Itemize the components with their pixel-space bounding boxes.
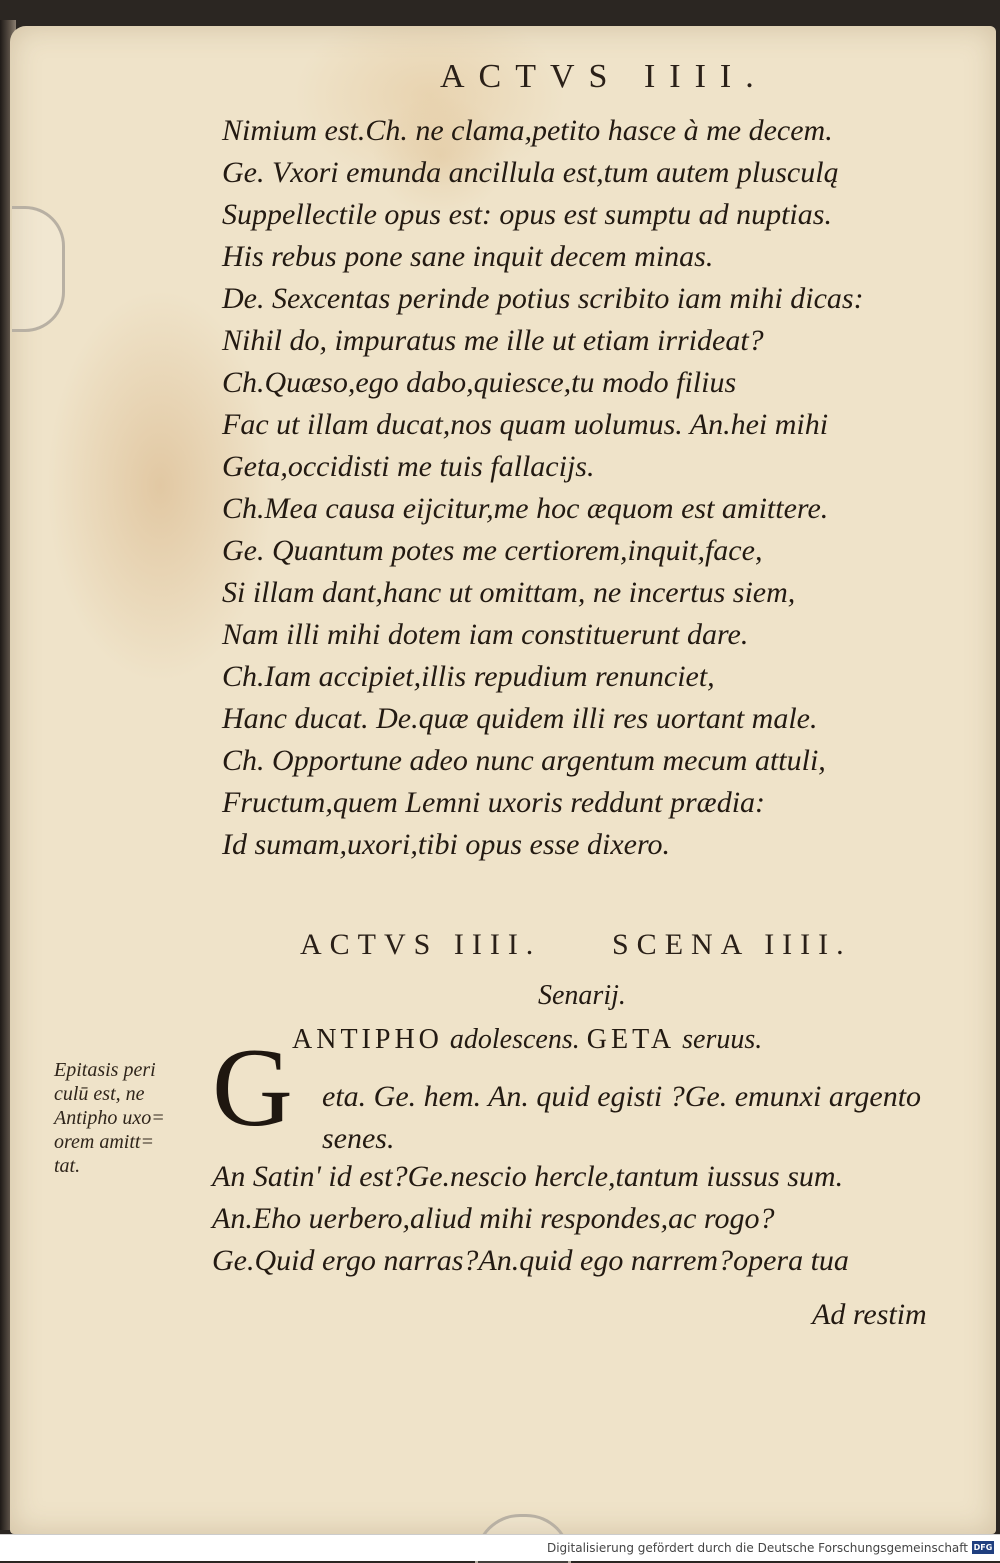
- funding-footer: [0, 1534, 1000, 1561]
- verse-line: eta. Ge. hem. An. quid egisti ?Ge. emunxi argento: [322, 1080, 922, 1113]
- verse-line: Si illam dant,hanc ut omittam, ne incertus siem,: [222, 576, 796, 609]
- verse-line: Ge.Quid ergo narras?An.quid ego narrem?opera tua: [212, 1244, 849, 1277]
- verse-line: Ch.Quæso,ego dabo,quiesce,tu modo filius: [222, 366, 737, 399]
- verse-line: Ch.Iam accipiet,illis repudium renunciet,: [222, 660, 715, 693]
- verse-line: Geta,occidisti me tuis fallacijs.: [222, 450, 595, 483]
- character-name: GETA: [586, 1024, 676, 1055]
- margin-note-line: orem amitt=: [54, 1131, 154, 1153]
- verse-block-1: [222, 110, 952, 866]
- dfg-logo-icon: DFG: [973, 1543, 993, 1552]
- verse-line: Ge. Vxori emunda ancillula est,tum autem plusculą: [222, 156, 839, 189]
- verse-line: An.Eho uerbero,aliud mihi respondes,ac rogo?: [212, 1202, 775, 1235]
- verse-line: His rebus pone sane inquit decem minas.: [222, 240, 714, 273]
- verse-line: Suppellectile opus est: opus est sumptu ad nuptias.: [222, 198, 832, 231]
- verse-block-2a: [322, 1076, 962, 1160]
- verse-line: Id sumam,uxori,tibi opus esse dixero.: [222, 828, 671, 861]
- verse-line: De. Sexcentas perinde potius scribito iam mihi dicas:: [222, 282, 864, 315]
- verse-block-2b: [212, 1156, 942, 1282]
- verse-line: Fructum,quem Lemni uxoris reddunt prædia:: [222, 786, 766, 819]
- scene-heading: [300, 928, 900, 962]
- character-role: seruus.: [682, 1024, 763, 1055]
- dramatis-personae: [292, 1024, 762, 1056]
- catchword: Ad restim: [812, 1298, 927, 1331]
- margin-note-line: tat.: [54, 1155, 81, 1177]
- verse-line: Ch. Opportune adeo nunc argentum mecum attuli,: [222, 744, 826, 777]
- verse-line: Nimium est.Ch. ne clama,petito hasce à me decem.: [222, 114, 833, 147]
- verse-line: Nam illi mihi dotem iam constituerunt dare.: [222, 618, 749, 651]
- running-head: ACTVS IIII.: [440, 58, 768, 95]
- margin-note-line: Epitasis peri: [54, 1059, 156, 1081]
- drop-cap: G: [212, 1026, 293, 1150]
- scene-label: SCENA IIII.: [612, 928, 852, 961]
- character-role: adolescens.: [449, 1024, 580, 1055]
- verse-line: senes.: [322, 1122, 395, 1155]
- verse-line: Ch.Mea causa eijcitur,me hoc æquom est amittere.: [222, 492, 829, 525]
- verse-line: An Satin' id est?Ge.nescio hercle,tantum iussus sum.: [212, 1160, 844, 1193]
- act-label: ACTVS IIII.: [300, 928, 542, 961]
- verse-line: Nihil do, impuratus me ille ut etiam irrideat?: [222, 324, 764, 357]
- verse-line: Hanc ducat. De.quæ quidem illi res uortant male.: [222, 702, 818, 735]
- margin-note: [54, 1058, 204, 1178]
- character-name: ANTIPHO: [292, 1024, 443, 1055]
- margin-note-line: Antipho uxo=: [54, 1107, 165, 1129]
- meter-label: Senarij.: [538, 980, 626, 1011]
- verse-line: Ge. Quantum potes me certiorem,inquit,face,: [222, 534, 763, 567]
- funding-text: Digitalisierung gefördert durch die Deutsche Forschungsgemeinschaft: [546, 1541, 968, 1555]
- verse-line: Fac ut illam ducat,nos quam uolumus. An.hei mihi: [222, 408, 829, 441]
- page-clip-left: [12, 206, 65, 332]
- margin-note-line: culū est, ne: [54, 1083, 145, 1105]
